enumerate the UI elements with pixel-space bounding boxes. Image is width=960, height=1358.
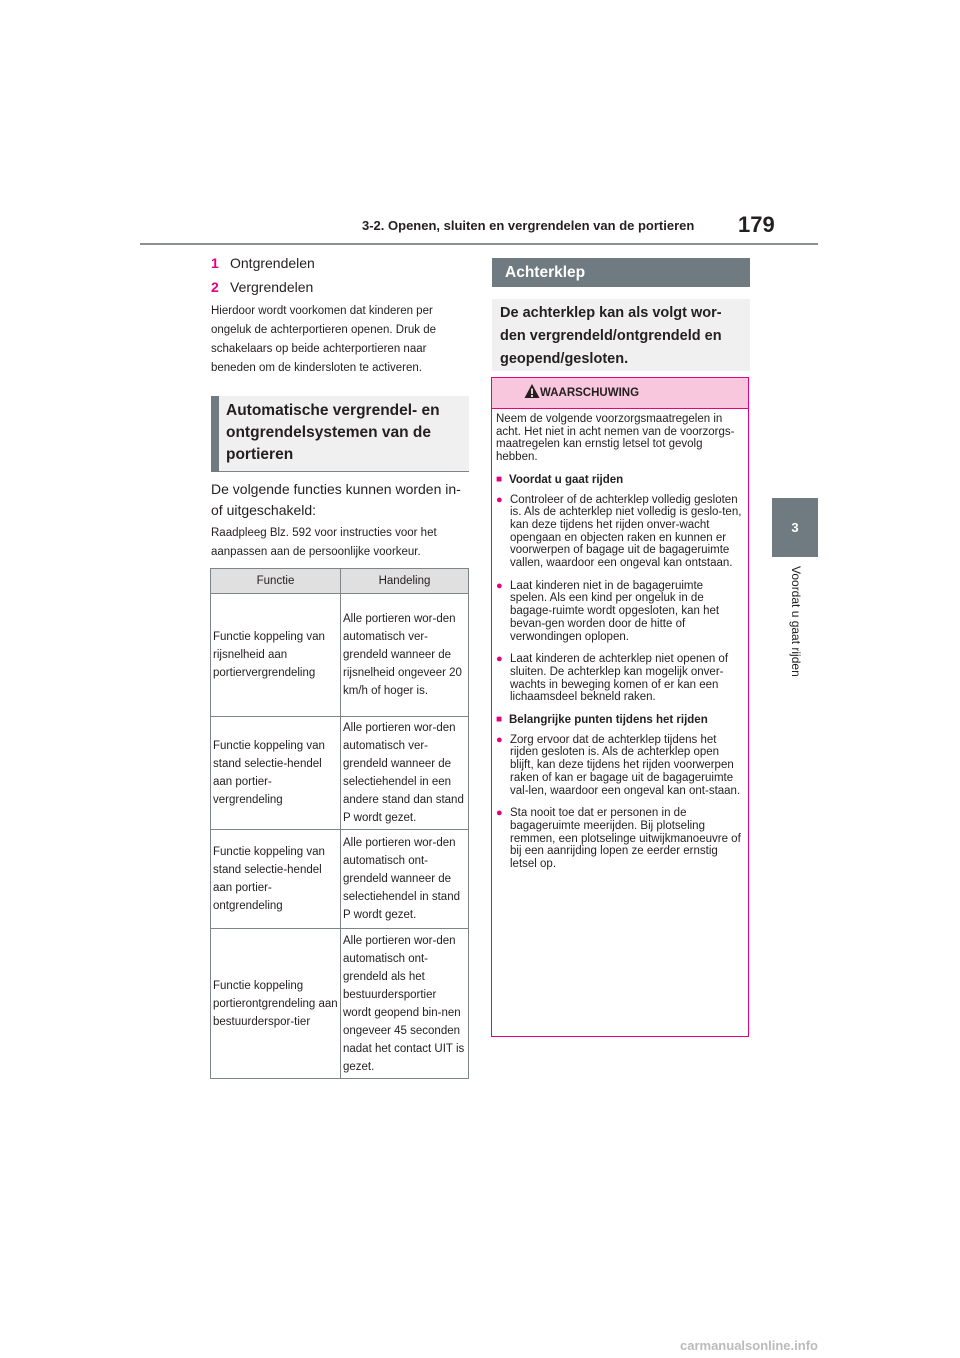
warning-bullet: ● Controleer of de achterklep volledig gesloten is. Als de achterklep niet volledig is geslo-ten, kan deze tijdens het rijden onver-wacht opengaan en objecten raken en kunnen er voorwerpen of bagage uit de bagageruimte vallen, waardoor een ongeval kan ontstaan. (496, 494, 742, 570)
table-row (211, 830, 469, 929)
table-header-row (211, 569, 469, 594)
warning-bullet: ● Laat kinderen niet in de bagageruimte spelen. Als een kind per ongeluk in de bagage-ruimte wordt opgesloten, kan het bevan-gen worden door de hitte of verwondingen oplopen. (496, 580, 742, 644)
step-text: Vergrendelen (230, 279, 314, 295)
subheading-box (211, 396, 469, 472)
warning-group-heading: ■ Voordat u gaat rijden (496, 474, 742, 487)
section-title: Achterklep (505, 264, 586, 281)
warning-lead: Neem de volgende voorzorgsmaatregelen in acht. Het niet in acht nemen van de voorzorgs-maatregelen kan ernstig letsel tot gevolg hebben. (496, 413, 735, 464)
table-row (211, 594, 469, 717)
functions-intro: De volgende functies kunnen worden in- of uitgeschakeld: (211, 481, 461, 518)
warning-bullet: ● Laat kinderen de achterklep niet openen of sluiten. De achterklep kan mogelijk onver-wachts in beweging komen of er kan een lichaamsdeel bekneld raken. (496, 653, 742, 704)
page-number: 179 (738, 212, 775, 237)
functions-table (210, 568, 469, 1079)
intro-text: De achterklep kan als volgt wor-den vergrendeld/ontgrendeld en geopend/gesloten. (500, 305, 722, 367)
step-number: 2 (211, 279, 219, 295)
intro-box (492, 299, 750, 371)
step-1 (211, 255, 315, 271)
cell-function: Functie koppeling portierontgrendeling aan bestuurderspor-tier (211, 929, 341, 1079)
warning-group-heading: ■ Belangrijke punten tijdens het rijden (496, 714, 742, 727)
chapter-tab[interactable]: 3 (772, 498, 818, 557)
cell-action: Alle portieren wor-den automatisch ont-grendeld wanneer de selectiehendel in stand P wordt gezet. (341, 830, 469, 929)
chapter-label-text: Voordat u gaat rijden (789, 566, 803, 677)
step-text: Ontgrendelen (230, 255, 315, 271)
cell-function: Functie koppeling van rijsnelheid aan portiervergrendeling (211, 594, 341, 717)
header-handeling: Handeling (341, 569, 469, 594)
warning-body (496, 413, 742, 881)
section-header: 3-2. Openen, sluiten en vergrendelen van de portieren (362, 218, 695, 233)
cell-function: Functie koppeling van stand selectie-hendel aan portier-ontgrendeling (211, 830, 341, 929)
chapter-label (789, 566, 805, 706)
header-functie: Functie (211, 569, 341, 594)
subheading: Automatische vergrendel- en ontgrendelsystemen van de portieren (226, 402, 440, 463)
cell-action: Alle portieren wor-den automatisch ver-grendeld wanneer de rijsnelheid ongeveer 20 km/h of hoger is. (341, 594, 469, 717)
warning-bullet: ● Zorg ervoor dat de achterklep tijdens het rijden gesloten is. Als de achterklep open blijft, kan deze tijdens het rijden voorwerpen raken of kan er bagage uit de bagageruimte val-len, waardoor een ongeval kan ont-staan. (496, 734, 742, 798)
watermark: carmanualsonline.info (680, 1338, 818, 1353)
warning-box (491, 377, 749, 1037)
warning-title: WAARSCHUWING (540, 387, 640, 399)
step-2 (211, 279, 313, 295)
cell-action: Alle portieren wor-den automatisch ver-grendeld wanneer de selectiehendel in een andere stand dan stand P wordt gezet. (341, 717, 469, 830)
table-row (211, 717, 469, 830)
warning-bullet: ● Sta nooit toe dat er personen in de bagageruimte meerijden. Bij plotseling remmen, een plotselinge uitwijkmanoeuvre of bij een aanrijding lopen ze eerder ernstig letsel op. (496, 807, 742, 871)
section-title-bar (492, 258, 750, 287)
reference-note: Raadpleeg Blz. 592 voor instructies voor het aanpassen aan de persoonlijke voorkeur. (211, 527, 437, 558)
table-row (211, 929, 469, 1079)
cell-function: Functie koppeling van stand selectie-hendel aan portier-vergrendeling (211, 717, 341, 830)
warning-icon (524, 383, 540, 399)
cell-action: Alle portieren wor-den automatisch ont-grendeld als het bestuurdersportier wordt geopend bin-nen ongeveer 45 seconden nadat het contact UIT is gezet. (341, 929, 469, 1079)
subheading-bar (211, 396, 219, 472)
step-number: 1 (211, 255, 219, 271)
warning-header (492, 378, 748, 409)
header-divider (140, 243, 818, 245)
child-lock-note: Hierdoor wordt voorkomen dat kinderen per ongeluk de achterportieren openen. Druk de schakelaars op beide achterportieren naar beneden om de kindersloten te activeren. (211, 305, 437, 374)
